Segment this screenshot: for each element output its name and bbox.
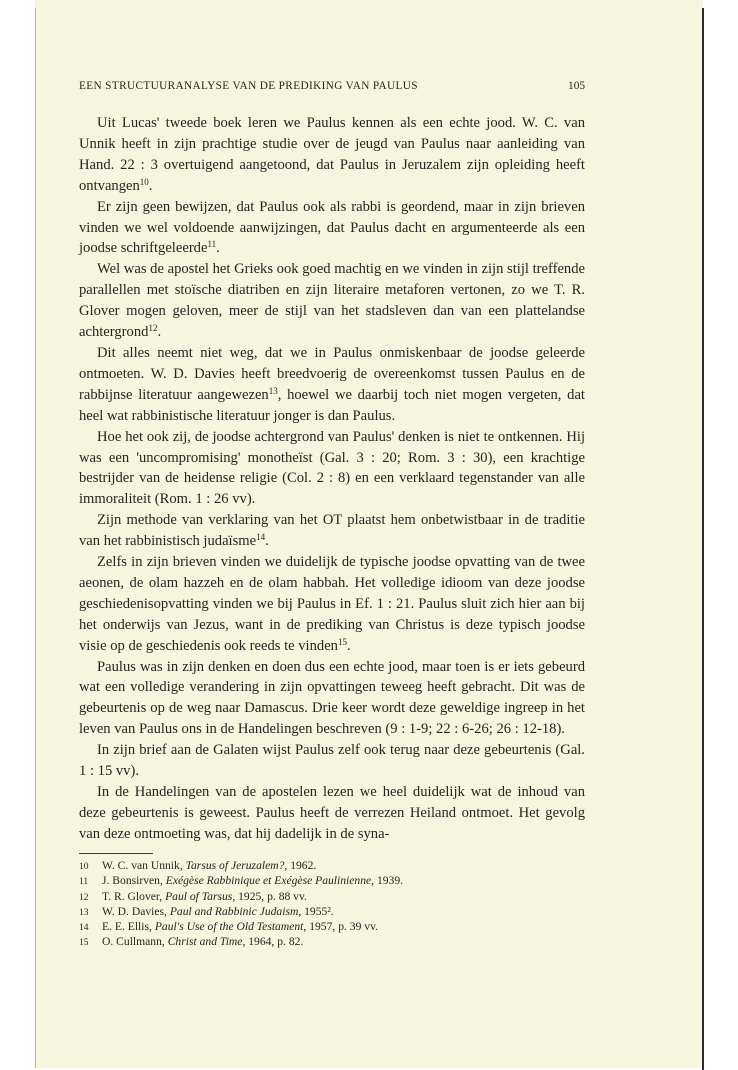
- paragraph: Dit alles neemt niet weg, dat we in Paulus onmiskenbaar de joodse geleerde ontmoeten. W. D. Davies heeft breedvoerig de overeenkomst tussen Paulus en de rabbijnse literatuur aangewezen$^{13}$, hoewel we daarbij toch niet mogen vergeten, dat heel wat rabbinistische literatuur jonger is dan Paulus.: [79, 344, 585, 424]
- running-header: [79, 80, 585, 92]
- footnote: 11 J. Bonsirven, Exégèse Rabbinique et Exégèse Paulinienne, 1939.: [79, 874, 585, 889]
- scan-right-edge: [702, 8, 704, 1070]
- footnote: 10 W. C. van Unnik, Tarsus of Jeruzalem?, 1962.: [79, 859, 585, 874]
- footnote-number: 13: [79, 907, 89, 918]
- footnote: 15 O. Cullmann, Christ and Time, 1964, p. 82.: [79, 935, 585, 950]
- paragraph: Er zijn geen bewijzen, dat Paulus ook als rabbi is geordend, maar in zijn brieven vinden we wel voldoende aanwijzingen, dat Paulus dacht en argumenteerde als een joodse schriftgeleerde$^{11}$.: [79, 198, 585, 257]
- running-title: EEN STRUCTUURANALYSE VAN DE PREDIKING VAN PAULUS: [79, 80, 418, 92]
- footnote-ref: 13: [268, 385, 278, 396]
- paragraph: Uit Lucas' tweede boek leren we Paulus kennen als een echte jood. W. C. van Unnik heeft in zijn prachtige studie over de jeugd van Paulus naar aanleiding van Hand. 22 : 3 overtuigend aangetoond, dat Paulus in Jeruzalem zijn opleiding heeft ontvangen$^{10}$.: [79, 115, 585, 194]
- paragraph: Hoe het ook zij, de joodse achtergrond van Paulus' denken is niet te ontkennen. Hij was een 'uncompromising' monotheïst (Gal. 3 : 20; Rom. 3 : 30), een krachtige bestrijder van de heidense religie (Col. 2 : 8) en een verklaard tegenstander van alle immoraliteit (Rom. 1 : 26 vv).: [79, 428, 585, 508]
- footnote-number: 11: [79, 877, 89, 888]
- paragraph: Zelfs in zijn brieven vinden we duidelijk de typische joodse opvatting van de twee aeonen, de olam hazzeh en de olam habbah. Het volledige idioom van deze joodse geschiedenisopvatting vinden we bij Paulus in Ef. 1 : 21. Paulus sluit zich hier aan bij het onderwijs van Jezus, want in de prediking van Christus is deze typisch joodse visie op de geschiedenis ook reeds te vinden$^{15}$.: [79, 554, 585, 654]
- footnote-rule: [79, 853, 153, 854]
- footnote: 13 W. D. Davies, Paul and Rabbinic Judaism, 1955².: [79, 905, 585, 920]
- footnote: 12 T. R. Glover, Paul of Tarsus, 1925, p. 88 vv.: [79, 890, 585, 905]
- footnote-number: 10: [79, 862, 89, 872]
- paragraph: In de Handelingen van de apostelen lezen we heel duidelijk wat de inhoud van deze gebeurtenis is geweest. Paulus heeft de verrezen Heiland ontmoet. Het gevolg van deze ontmoeting was, dat hij dadelijk in de syna-: [79, 784, 585, 842]
- page-number: 105: [568, 80, 585, 92]
- footnote-ref: 10: [139, 176, 149, 187]
- footnote-number: 15: [79, 938, 89, 949]
- paragraph: Paulus was in zijn denken en doen dus een echte jood, maar toen is er iets gebeurd wat een volledige verandering in zijn opvattingen teweeg heeft gebracht. Dit was de gebeurtenis op de weg naar Damascus. Drie keer wordt deze geweldige ingreep in het leven van Paulus ons in de Handelingen beschreven (9 : 1-9; 22 : 6-26; 26 : 12-18).: [79, 658, 585, 738]
- footnotes: [79, 859, 585, 951]
- footnote-ref: 11: [207, 239, 217, 250]
- footnote-number: 14: [79, 923, 89, 934]
- body-text: [79, 113, 585, 845]
- footnote-ref: 15: [337, 636, 347, 647]
- paragraph: Zijn methode van verklaring van het OT plaatst hem onbetwistbaar in de traditie van het rabbinistisch judaïsme$^{14}$.: [79, 512, 585, 550]
- footnote: 14 E. E. Ellis, Paul's Use of the Old Testament, 1957, p. 39 vv.: [79, 920, 585, 935]
- footnote-ref: 14: [256, 532, 266, 543]
- paragraph: In zijn brief aan de Galaten wijst Paulus zelf ook terug naar deze gebeurtenis (Gal. 1 : 15 vv).: [79, 742, 585, 780]
- footnote-number: 12: [79, 892, 89, 903]
- footnote-ref: 12: [148, 323, 158, 334]
- paragraph: Wel was de apostel het Grieks ook goed machtig en we vinden in zijn stijl treffende parallellen met stoïsche diatriben en zijn literaire metaforen vertonen, zo we T. R. Glover mogen geloven, meer de stijl van het stadsleven dan van een plattelandse achtergrond$^{12}$.: [79, 261, 585, 341]
- page-left-edge: [35, 8, 36, 1068]
